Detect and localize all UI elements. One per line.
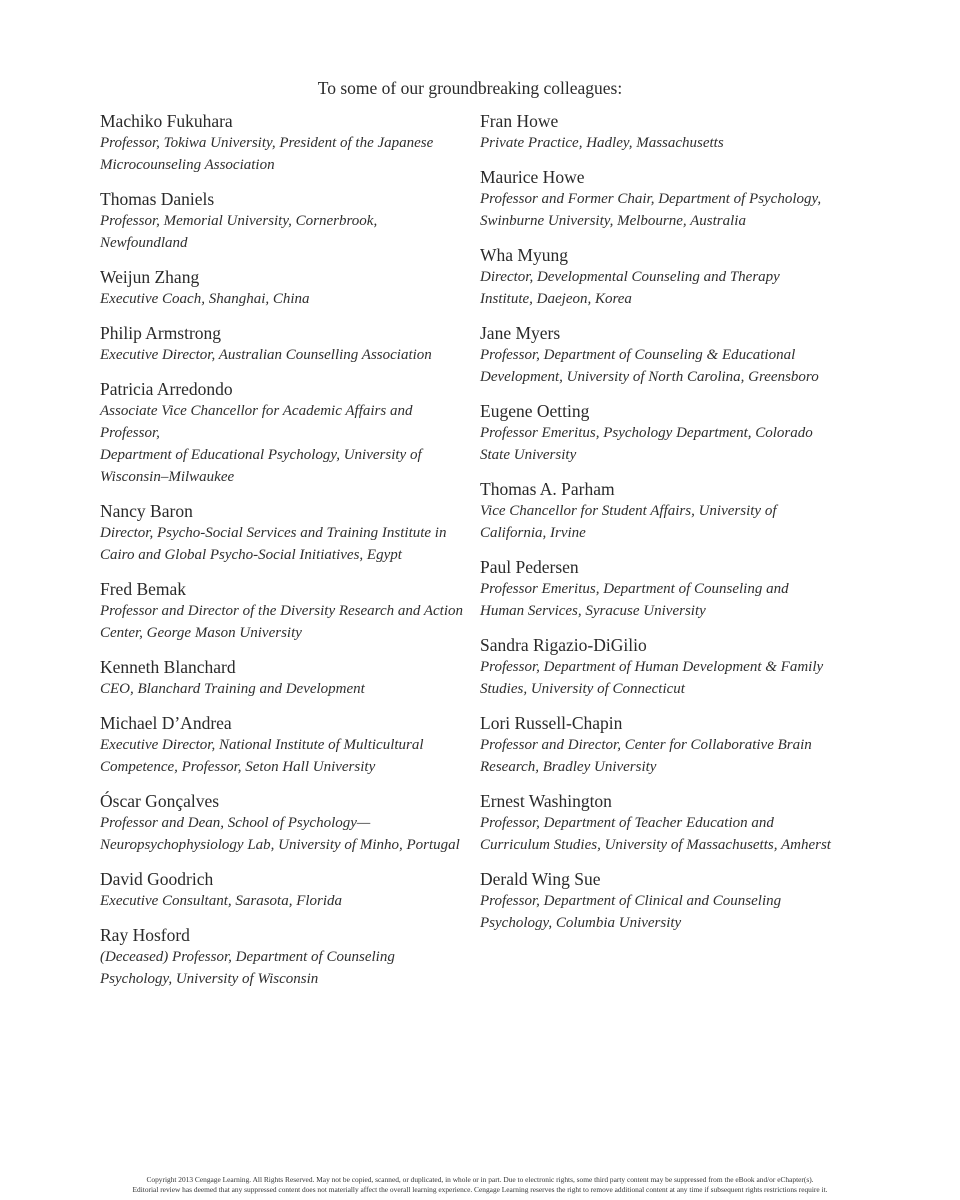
colleague-title-line: Department of Educational Psychology, University of: [100, 447, 422, 463]
page-heading: To some of our groundbreaking colleagues:: [317, 78, 623, 98]
colleague-title-line: Director, Psycho-Social Services and Training Institute in: [100, 525, 447, 541]
footer-line-1: Copyright 2013 Cengage Learning. All Rights Reserved. May not be copied, scanned, or duplicated, in whole or in part. Due to electronic rights, some third party content may be suppressed from the eBook and/or eChapter(s).: [146, 1175, 814, 1184]
colleague-title-line: Professor and Director, Center for Collaborative Brain: [480, 737, 812, 753]
colleague-title-line: Microcounseling Association: [100, 157, 275, 173]
colleague-title-line: Private Practice, Hadley, Massachusetts: [480, 135, 724, 151]
colleague-name: Machiko Fukuhara: [100, 111, 233, 131]
colleague-title-line: Cairo and Global Psycho-Social Initiatives, Egypt: [100, 547, 402, 563]
colleague-entry: [100, 868, 470, 912]
colleague-name: Michael D’Andrea: [100, 713, 232, 733]
colleague-title-line: Institute, Daejeon, Korea: [480, 291, 632, 307]
colleague-title-line: Neuropsychophysiology Lab, University of Minho, Portugal: [100, 837, 460, 853]
colleague-title-line: Wisconsin–Milwaukee: [100, 469, 235, 485]
colleague-title-line: Newfoundland: [100, 235, 188, 251]
colleague-title-line: Vice Chancellor for Student Affairs, University of: [480, 503, 777, 519]
colleague-entry: [100, 110, 470, 176]
left-column: [100, 110, 470, 1002]
colleague-entry: [480, 322, 850, 388]
colleague-entry: [100, 712, 470, 778]
colleague-name: Thomas A. Parham: [480, 479, 615, 499]
colleague-title-line: State University: [480, 447, 577, 463]
colleague-title-line: Professor Emeritus, Department of Counseling and: [480, 581, 789, 597]
colleague-entry: [100, 500, 470, 566]
colleague-title-line: Professor, Department of Human Development & Family: [480, 659, 824, 675]
colleague-title-line: Professor, Tokiwa University, President of the Japanese: [100, 135, 434, 151]
colleague-title-line: Professor and Dean, School of Psychology—: [100, 815, 371, 831]
colleague-name: Sandra Rigazio-DiGilio: [480, 635, 647, 655]
colleague-name: Nancy Baron: [100, 501, 193, 521]
colleague-name: Patricia Arredondo: [100, 379, 233, 399]
colleague-name: Weijun Zhang: [100, 267, 200, 287]
colleague-title-line: Competence, Professor, Seton Hall University: [100, 759, 376, 775]
colleague-title-line: Professor, Department of Teacher Education and: [480, 815, 774, 831]
colleague-name: Ernest Washington: [480, 791, 612, 811]
colleague-title-line: Professor and Former Chair, Department of Psychology,: [480, 191, 822, 207]
colleague-entry: [100, 790, 470, 856]
colleague-title-line: Human Services, Syracuse University: [480, 603, 706, 619]
colleague-title-line: (Deceased) Professor, Department of Counseling: [100, 949, 395, 965]
colleague-title-line: Psychology, Columbia University: [480, 915, 682, 931]
colleague-title-line: Professor Emeritus, Psychology Department, Colorado: [480, 425, 813, 441]
colleague-title-line: Executive Coach, Shanghai, China: [100, 291, 310, 307]
colleague-title-line: Professor and Director of the Diversity Research and Action: [100, 603, 463, 619]
colleague-title-line: Development, University of North Carolina, Greensboro: [480, 369, 819, 385]
colleague-entry: [100, 188, 470, 254]
colleague-title-line: Psychology, University of Wisconsin: [100, 971, 319, 987]
colleague-entry: [480, 478, 850, 544]
colleague-name: Maurice Howe: [480, 167, 585, 187]
colleague-name: Derald Wing Sue: [480, 869, 601, 889]
colleague-title-line: Curriculum Studies, University of Massachusetts, Amherst: [480, 837, 831, 853]
colleague-entry: [480, 868, 850, 934]
colleague-entry: [100, 924, 470, 990]
colleague-title-line: Director, Developmental Counseling and Therapy: [480, 269, 780, 285]
colleague-entry: [100, 322, 470, 366]
colleague-entry: [100, 266, 470, 310]
right-column: [480, 110, 850, 946]
colleague-entry: [480, 244, 850, 310]
colleague-title-line: Professor, Memorial University, Cornerbrook,: [100, 213, 378, 229]
colleague-title-line: Research, Bradley University: [480, 759, 657, 775]
colleague-entry: [480, 634, 850, 700]
colleague-title-line: Associate Vice Chancellor for Academic Affairs and Professor,: [100, 403, 413, 441]
colleague-title-line: Executive Director, Australian Counselling Association: [100, 347, 432, 363]
footer-line-2: Editorial review has deemed that any suppressed content does not materially affect the overall learning experience. Cengage Learning reserves the right to remove additional content at any time if subsequent rights restrictions require it.: [132, 1185, 828, 1194]
colleague-name: Fran Howe: [480, 111, 559, 131]
colleague-name: Paul Pedersen: [480, 557, 579, 577]
colleague-entry: [100, 578, 470, 644]
colleague-title-line: Center, George Mason University: [100, 625, 302, 641]
colleague-name: Lori Russell-Chapin: [480, 713, 623, 733]
colleague-entry: [480, 400, 850, 466]
colleague-name: Fred Bemak: [100, 579, 187, 599]
colleague-title-line: Studies, University of Connecticut: [480, 681, 685, 697]
colleague-title-line: California, Irvine: [480, 525, 586, 541]
colleague-entry: [480, 712, 850, 778]
colleague-name: Jane Myers: [480, 323, 561, 343]
colleague-title-line: Executive Director, National Institute of Multicultural: [100, 737, 424, 753]
copyright-footer: [0, 1175, 960, 1195]
colleague-name: Thomas Daniels: [100, 189, 215, 209]
colleague-name: Philip Armstrong: [100, 323, 222, 343]
colleague-entry: [100, 378, 470, 488]
colleague-title-line: Professor, Department of Counseling & Educational: [480, 347, 796, 363]
colleague-entry: [480, 110, 850, 154]
colleague-entry: [480, 166, 850, 232]
colleague-name: David Goodrich: [100, 869, 214, 889]
colleague-name: Kenneth Blanchard: [100, 657, 236, 677]
colleague-title-line: Executive Consultant, Sarasota, Florida: [100, 893, 343, 909]
colleague-entry: [480, 790, 850, 856]
colleague-entry: [480, 556, 850, 622]
colleague-name: Eugene Oetting: [480, 401, 590, 421]
colleague-title-line: Swinburne University, Melbourne, Australia: [480, 213, 746, 229]
colleague-title-line: CEO, Blanchard Training and Development: [100, 681, 365, 697]
colleague-name: Wha Myung: [480, 245, 568, 265]
colleague-title-line: Professor, Department of Clinical and Counseling: [480, 893, 782, 909]
colleague-name: Ray Hosford: [100, 925, 190, 945]
colleague-name: Óscar Gonçalves: [100, 791, 220, 811]
colleague-entry: [100, 656, 470, 700]
